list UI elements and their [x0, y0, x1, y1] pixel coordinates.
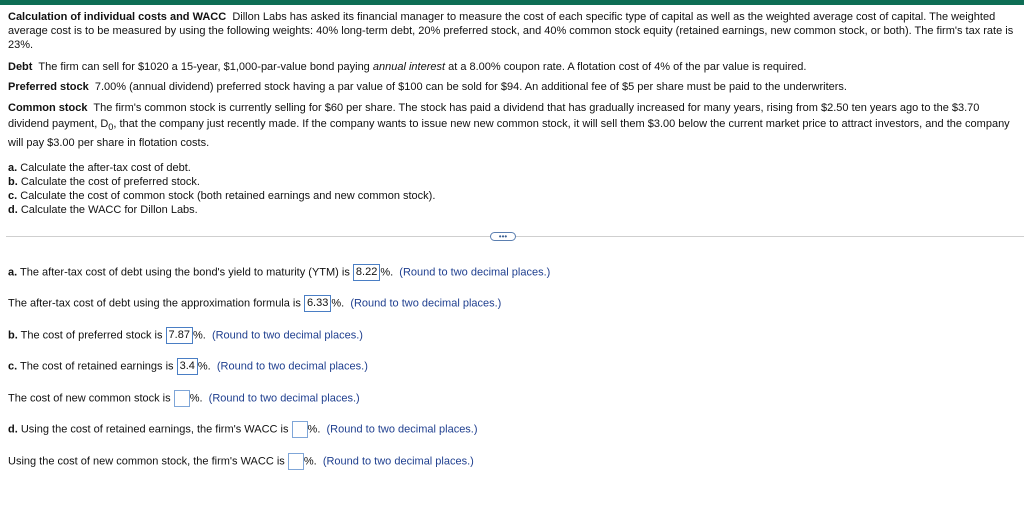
question-text: Calculate the WACC for Dillon Labs.: [20, 204, 198, 217]
rounding-hint: (Round to two decimal places.): [208, 392, 360, 405]
answer-a-approx: [8, 295, 501, 312]
answer-input-d-retained[interactable]: [292, 421, 308, 438]
question-c: [8, 189, 1014, 203]
rounding-hint: (Round to two decimal places.): [216, 360, 368, 373]
question-b: [8, 175, 1014, 189]
d0-subscript: 0: [108, 122, 114, 133]
answer-prompt: The after-tax cost of debt using the bond's yield to maturity (YTM) is: [20, 266, 350, 279]
answer-input-c-retained[interactable]: 3.4: [177, 358, 198, 375]
intro-paragraph: [8, 10, 1014, 52]
percent-label: %.: [189, 392, 203, 405]
percent-label: %.: [307, 423, 321, 436]
preferred-text: 7.00% (annual dividend) preferred stock having a par value of $100 can be sold for $94. An additional fee of $5 per share must be paid to the underwriters.: [94, 81, 847, 93]
answer-input-a-approx[interactable]: 6.33: [304, 295, 331, 312]
answer-prompt: The cost of preferred stock is: [20, 329, 163, 342]
percent-label: %.: [303, 455, 317, 468]
answer-input-d-new[interactable]: [288, 453, 304, 470]
common-label: Common stock: [8, 102, 88, 114]
common-text-2: , that the company just recently made. If the company wants to issue new new common stock, it will sell them $3.00 below the current market price to attract investors, and the company will pay $3.00 per share in flotation costs.: [8, 118, 1010, 150]
question-list: [8, 161, 1014, 217]
intro-text: Dillon Labs has asked its financial manager to measure the cost of each specific type of capital as well as the weighted average cost of capital. The weighted average cost is to be measured by using the following weights: 40% long-term debt, 20% preferred stock, and 40% common stock equity (retained earnings, new common stock, or both). The firm's tax rate is 23%.: [8, 11, 1014, 51]
answer-prompt: Using the cost of retained earnings, the firm's WACC is: [20, 423, 289, 436]
answer-letter: c.: [8, 360, 18, 373]
answer-b-preferred: [8, 327, 363, 344]
question-letter: d.: [8, 204, 18, 217]
header-bar: [0, 0, 1024, 5]
problem-title: Calculation of individual costs and WACC: [8, 11, 227, 23]
answer-prompt: The cost of retained earnings is: [20, 360, 174, 373]
debt-label: Debt: [8, 61, 33, 73]
preferred-paragraph: [8, 80, 1014, 94]
question-text: Calculate the cost of common stock (both retained earnings and new common stock).: [20, 190, 436, 203]
problem-statement: [8, 10, 1014, 217]
answer-letter: d.: [8, 423, 18, 436]
percent-label: %.: [331, 297, 345, 310]
rounding-hint: (Round to two decimal places.): [399, 266, 551, 279]
question-letter: a.: [8, 162, 18, 175]
debt-text: The firm can sell for $1020 a 15-year, $1,000-par-value bond paying: [38, 61, 370, 73]
percent-label: %.: [380, 266, 394, 279]
question-letter: b.: [8, 176, 18, 189]
preferred-label: Preferred stock: [8, 81, 89, 93]
question-a: [8, 161, 1014, 175]
answer-letter: a.: [8, 266, 18, 279]
answer-a-ytm: [8, 264, 550, 281]
rounding-hint: (Round to two decimal places.): [350, 297, 502, 310]
answer-d-retained: [8, 421, 478, 438]
rounding-hint: (Round to two decimal places.): [211, 329, 363, 342]
percent-label: %.: [197, 360, 211, 373]
answer-letter: b.: [8, 329, 18, 342]
answer-prompt: Using the cost of new common stock, the firm's WACC is: [8, 455, 285, 468]
answer-prompt: The cost of new common stock is: [8, 392, 171, 405]
common-text: The firm's common stock is currently selling for $60 per share. The stock has paid a dividend that has gradually increased for many years, rising from $2.50 ten years ago to the $3.70 dividend payment, D: [8, 102, 980, 130]
question-d: [8, 203, 1014, 217]
answer-prompt: The after-tax cost of debt using the approximation formula is: [8, 297, 301, 310]
common-paragraph: [8, 100, 1014, 151]
answer-c-new: [8, 390, 360, 407]
expand-more-button[interactable]: •••: [490, 232, 516, 241]
question-text: Calculate the after-tax cost of debt.: [20, 162, 191, 175]
rounding-hint: (Round to two decimal places.): [326, 423, 478, 436]
answer-input-c-new[interactable]: [174, 390, 190, 407]
question-text: Calculate the cost of preferred stock.: [20, 176, 200, 189]
answer-d-new: [8, 453, 474, 470]
answer-c-retained: [8, 358, 368, 375]
percent-label: %.: [192, 329, 206, 342]
rounding-hint: (Round to two decimal places.): [322, 455, 474, 468]
answer-input-a-ytm[interactable]: 8.22: [353, 264, 380, 281]
debt-paragraph: [8, 60, 1014, 74]
debt-text-2: at a 8.00% coupon rate. A flotation cost of 4% of the par value is required.: [448, 61, 807, 73]
answer-input-b[interactable]: 7.87: [166, 327, 193, 344]
question-letter: c.: [8, 190, 18, 203]
debt-italic: annual interest: [372, 61, 446, 73]
